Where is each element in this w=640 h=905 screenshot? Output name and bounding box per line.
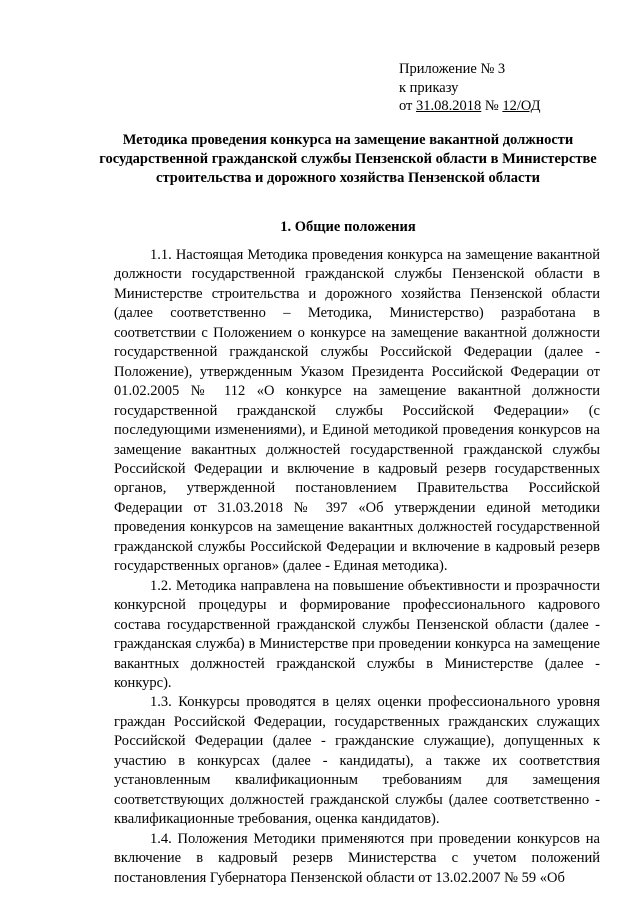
order-number: 12/ОД (502, 98, 541, 114)
section-heading: 1. Общие положения (280, 219, 416, 235)
paragraph-1-2: 1.2. Методика направлена на повышение объективности и прозрачности конкурсной процедуры и формирование профессионального кадрового состава государственной гражданской службы Пензенской области (далее - гражданская служба) в Министерстве при проведении конкурса на замещение вакантных должностей гражданской службы в Министерстве (далее - конкурс). (114, 577, 600, 691)
appendix-label: Приложение № 3 (399, 61, 506, 77)
appendix-block (399, 60, 541, 116)
document-body (114, 246, 600, 888)
paragraph-1-4: 1.4. Положения Методики применяются при проведении конкурсов на включение в кадровый резерв Министерства с учетом положений постановления Губернатора Пензенской области от 13.02.2007 № 59 «Об (114, 830, 600, 886)
document-title: Методика проведения конкурса на замещение вакантной должности государственной гражданской службы Пензенской области в Министерстве строительства и дорожного хозяйства Пензенской области (99, 132, 597, 186)
order-date: 31.08.2018 (416, 98, 482, 114)
appendix-number-sign: № (481, 98, 503, 114)
appendix-order-label: к приказу (399, 79, 459, 96)
appendix-date-prefix: от (399, 98, 417, 114)
appendix-date-line (399, 97, 541, 116)
paragraph-1-1: 1.1. Настоящая Методика проведения конкурса на замещение вакантной должности государственной гражданской службы Пензенской области в Министерстве строительства и дорожного хозяйства Пензенской области (далее соответственно – Методика, Министерство) разработана в соответствии с Положением о конкурсе на замещение вакантной должности государственной гражданской службы Российской Федерации (далее - Положение), утвержденным Указом Президента Российской Федерации от 01.02.2005 № 112 «О конкурсе на замещение вакантной должности государственной гражданской службы Российской Федерации» (с последующими изменениями), и Единой методикой проведения конкурсов на замещение вакантных должностей государственной гражданской службы Российской Федерации и включение в кадровый резерв государственных органов, утвержденной постановлением Правительства Российской Федерации от 31.03.2018 № 397 «Об утверждении единой методики проведения конкурсов на замещение вакантных должностей государственной гражданской службы Российской Федерации и включение в кадровый резерв государственных органов» (далее - Единая методика). (114, 247, 600, 575)
paragraph-1-3: 1.3. Конкурсы проводятся в целях оценки профессионального уровня граждан Российской Федерации, государственных гражданских служащих Российской Федерации (далее - гражданские служащие), допущенных к участию в конкурсах (далее - кандидаты), а также их соответствия установленным квалификационным требованиям для замещения соответствующих должностей гражданской службы (далее соответственно - квалификационные требования, оценка кандидатов). (114, 694, 600, 828)
